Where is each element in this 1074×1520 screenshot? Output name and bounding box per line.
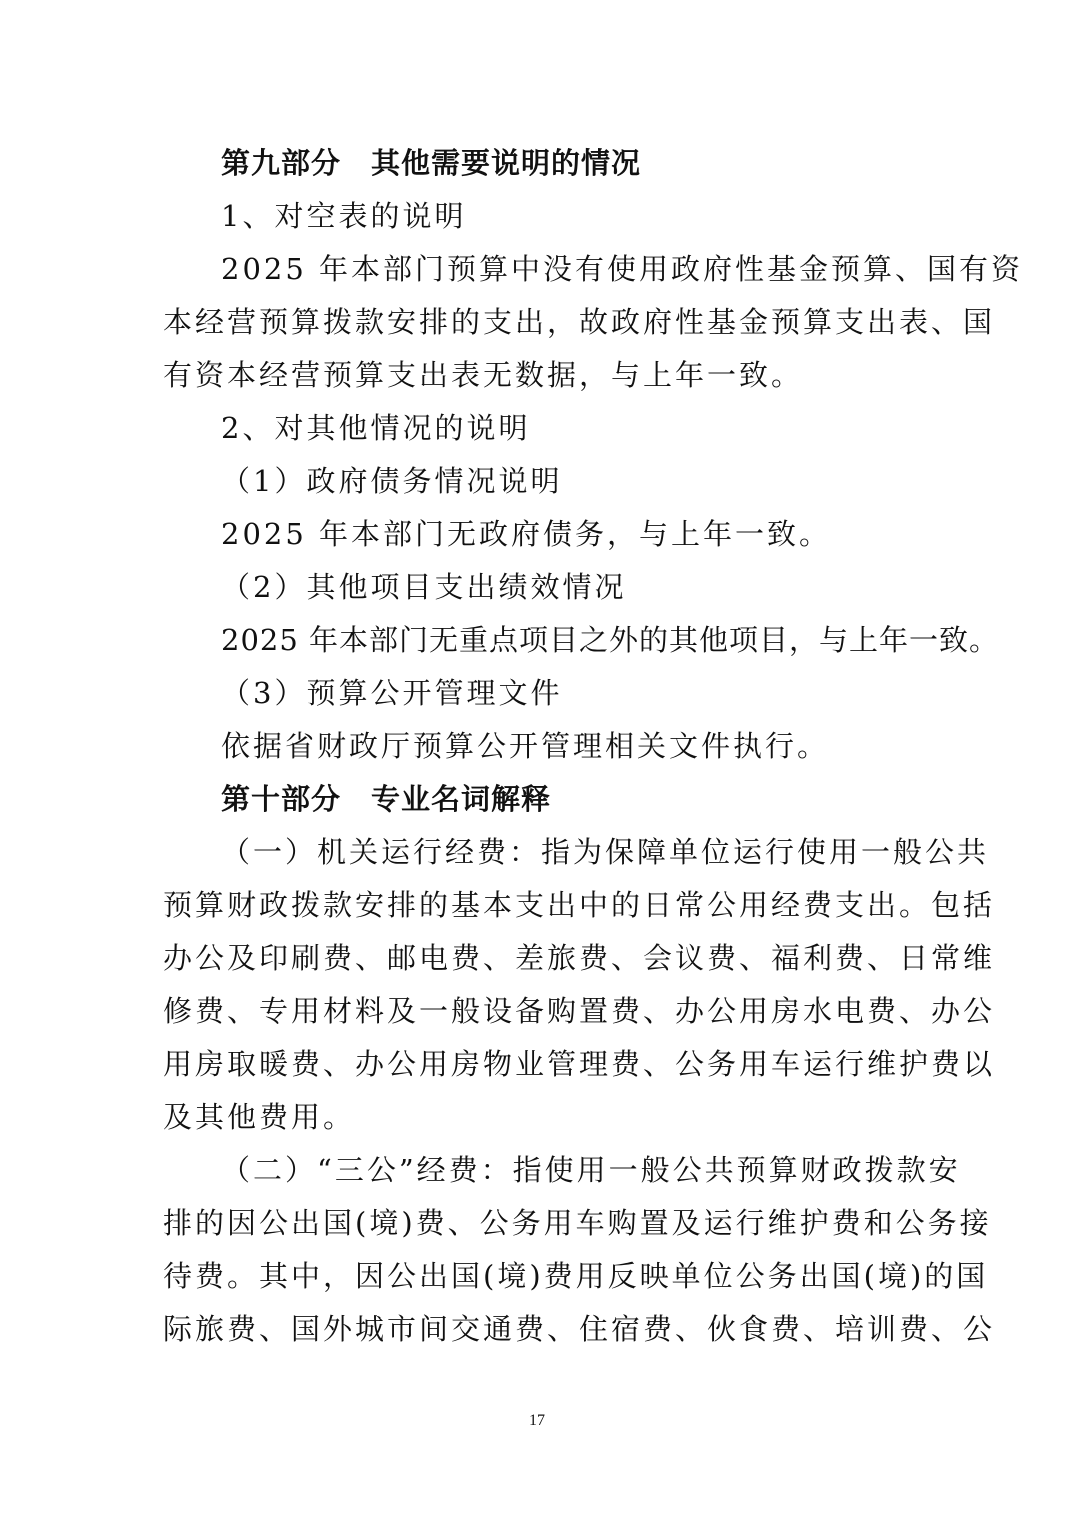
paragraph-line: 预算财政拨款安排的基本支出中的日常公用经费支出。包括 (163, 888, 996, 922)
paragraph-line: （一）机关运行经费：指为保障单位运行使用一般公共 (221, 835, 990, 869)
paragraph-line: 际旅费、国外城市间交通费、住宿费、伙食费、培训费、公 (163, 1312, 996, 1346)
paragraph-line: 修费、专用材料及一般设备购置费、办公用房水电费、办公 (163, 994, 996, 1028)
sub-item-2-title: （2）其他项目支出绩效情况 (221, 570, 627, 604)
paragraph-line: 2025 年本部门无政府债务，与上年一致。 (221, 517, 832, 551)
paragraph-line: （二）“三公”经费：指使用一般公共预算财政拨款安 (221, 1153, 961, 1187)
section-10-heading: 第十部分 专业名词解释 (221, 782, 552, 816)
item-2-title: 2、对其他情况的说明 (221, 411, 531, 445)
page-number: 17 (529, 1412, 545, 1429)
paragraph-line: 依据省财政厅预算公开管理相关文件执行。 (221, 729, 830, 763)
paragraph-line: 2025 年本部门无重点项目之外的其他项目，与上年一致。 (221, 623, 1000, 657)
item-1-title: 1、对空表的说明 (221, 199, 467, 233)
page-content (163, 137, 1024, 1356)
sub-item-3-title: （3）预算公开管理文件 (221, 676, 563, 710)
paragraph-line: 排的因公出国(境)费、公务用车购置及运行维护费和公务接 (163, 1206, 992, 1240)
paragraph-line: 有资本经营预算支出表无数据，与上年一致。 (163, 358, 804, 392)
paragraph-line: 及其他费用。 (163, 1100, 356, 1134)
paragraph-line: 用房取暖费、办公用房物业管理费、公务用车运行维护费以 (163, 1047, 996, 1081)
sub-item-1-title: （1）政府债务情况说明 (221, 464, 563, 498)
section-9-heading: 第九部分 其他需要说明的情况 (221, 146, 642, 180)
paragraph-line: 办公及印刷费、邮电费、差旅费、会议费、福利费、日常维 (163, 941, 996, 975)
paragraph-line: 待费。其中，因公出国(境)费用反映单位公务出国(境)的国 (163, 1259, 989, 1293)
paragraph-line: 2025 年本部门预算中没有使用政府性基金预算、国有资 (221, 252, 1024, 286)
paragraph-line: 本经营预算拨款安排的支出，故政府性基金预算支出表、国 (163, 305, 996, 339)
